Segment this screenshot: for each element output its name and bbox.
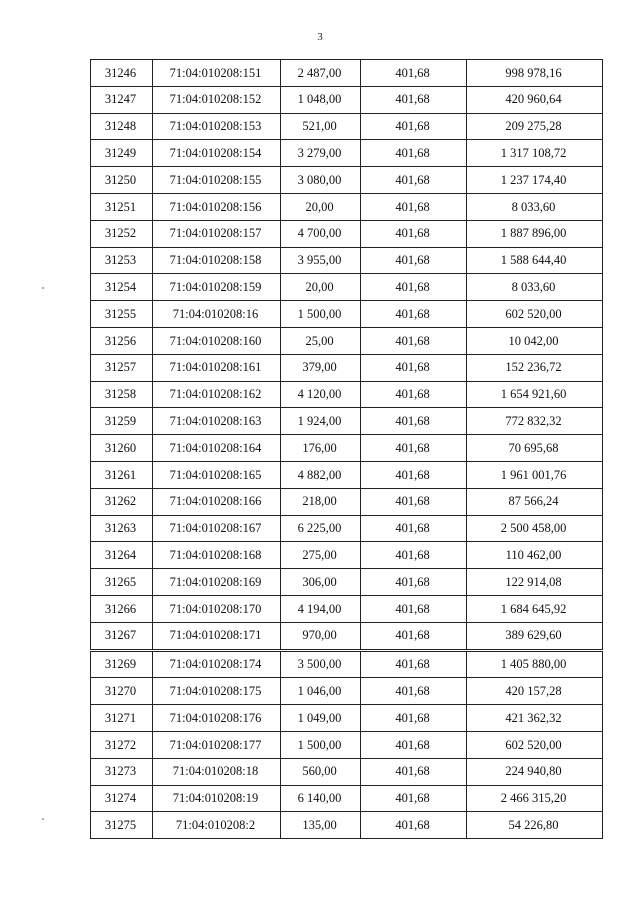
area-cell: 20,00 (281, 274, 361, 301)
table-row (91, 327, 603, 354)
row-number-cell: 31275 (91, 812, 153, 839)
area-cell: 4 700,00 (281, 220, 361, 247)
area-cell: 970,00 (281, 622, 361, 650)
specific-value-cell: 401,68 (361, 327, 467, 354)
table-row (91, 274, 603, 301)
area-cell: 3 080,00 (281, 167, 361, 194)
table-row (91, 408, 603, 435)
row-number-cell: 31249 (91, 140, 153, 167)
cadastral-value-cell: 2 500 458,00 (467, 515, 603, 542)
cadastral-number-cell: 71:04:010208:158 (153, 247, 281, 274)
row-number-cell: 31256 (91, 327, 153, 354)
area-cell: 4 194,00 (281, 595, 361, 622)
row-number-cell: 31259 (91, 408, 153, 435)
row-number-cell: 31271 (91, 705, 153, 732)
row-number-cell: 31258 (91, 381, 153, 408)
area-cell: 1 049,00 (281, 705, 361, 732)
row-number-cell: 31247 (91, 86, 153, 113)
cadastral-number-cell: 71:04:010208:176 (153, 705, 281, 732)
cadastral-number-cell: 71:04:010208:153 (153, 113, 281, 140)
cadastral-value-cell: 389 629,60 (467, 622, 603, 650)
area-cell: 176,00 (281, 435, 361, 462)
cadastral-value-cell: 209 275,28 (467, 113, 603, 140)
row-number-cell: 31266 (91, 595, 153, 622)
cadastral-value-table (90, 59, 603, 839)
area-cell: 25,00 (281, 327, 361, 354)
cadastral-value-cell: 998 978,16 (467, 60, 603, 87)
area-cell: 3 500,00 (281, 650, 361, 678)
specific-value-cell: 401,68 (361, 515, 467, 542)
row-number-cell: 31264 (91, 542, 153, 569)
row-number-cell: 31254 (91, 274, 153, 301)
cadastral-value-cell: 70 695,68 (467, 435, 603, 462)
area-cell: 3 955,00 (281, 247, 361, 274)
row-number-cell: 31262 (91, 488, 153, 515)
specific-value-cell: 401,68 (361, 354, 467, 381)
table-row (91, 193, 603, 220)
table-row (91, 731, 603, 758)
specific-value-cell: 401,68 (361, 542, 467, 569)
table-row (91, 247, 603, 274)
area-cell: 4 120,00 (281, 381, 361, 408)
table-row (91, 705, 603, 732)
cadastral-value-cell: 1 317 108,72 (467, 140, 603, 167)
table-row (91, 622, 603, 650)
specific-value-cell: 401,68 (361, 167, 467, 194)
area-cell: 6 140,00 (281, 785, 361, 812)
cadastral-number-cell: 71:04:010208:165 (153, 461, 281, 488)
specific-value-cell: 401,68 (361, 785, 467, 812)
table-row (91, 86, 603, 113)
table-row (91, 678, 603, 705)
row-number-cell: 31248 (91, 113, 153, 140)
cadastral-number-cell: 71:04:010208:167 (153, 515, 281, 542)
area-cell: 2 487,00 (281, 60, 361, 87)
row-number-cell: 31263 (91, 515, 153, 542)
table-row (91, 758, 603, 785)
specific-value-cell: 401,68 (361, 381, 467, 408)
cadastral-number-cell: 71:04:010208:163 (153, 408, 281, 435)
area-cell: 379,00 (281, 354, 361, 381)
table-row (91, 569, 603, 596)
cadastral-value-cell: 1 684 645,92 (467, 595, 603, 622)
cadastral-value-cell: 1 405 880,00 (467, 650, 603, 678)
cadastral-number-cell: 71:04:010208:174 (153, 650, 281, 678)
specific-value-cell: 401,68 (361, 220, 467, 247)
specific-value-cell: 401,68 (361, 731, 467, 758)
specific-value-cell: 401,68 (361, 758, 467, 785)
row-number-cell: 31265 (91, 569, 153, 596)
row-number-cell: 31253 (91, 247, 153, 274)
specific-value-cell: 401,68 (361, 435, 467, 462)
specific-value-cell: 401,68 (361, 812, 467, 839)
area-cell: 1 048,00 (281, 86, 361, 113)
row-number-cell: 31261 (91, 461, 153, 488)
cadastral-value-cell: 2 466 315,20 (467, 785, 603, 812)
specific-value-cell: 401,68 (361, 113, 467, 140)
cadastral-value-cell: 224 940,80 (467, 758, 603, 785)
table-row (91, 488, 603, 515)
cadastral-value-cell: 602 520,00 (467, 301, 603, 328)
table-row (91, 140, 603, 167)
row-number-cell: 31270 (91, 678, 153, 705)
cadastral-value-cell: 1 961 001,76 (467, 461, 603, 488)
cadastral-value-cell: 772 832,32 (467, 408, 603, 435)
area-cell: 306,00 (281, 569, 361, 596)
specific-value-cell: 401,68 (361, 569, 467, 596)
scan-speck (42, 818, 44, 820)
cadastral-value-cell: 122 914,08 (467, 569, 603, 596)
row-number-cell: 31255 (91, 301, 153, 328)
area-cell: 6 225,00 (281, 515, 361, 542)
cadastral-value-cell: 8 033,60 (467, 193, 603, 220)
cadastral-value-cell: 110 462,00 (467, 542, 603, 569)
cadastral-number-cell: 71:04:010208:19 (153, 785, 281, 812)
specific-value-cell: 401,68 (361, 650, 467, 678)
table-row (91, 650, 603, 678)
cadastral-value-cell: 420 960,64 (467, 86, 603, 113)
row-number-cell: 31267 (91, 622, 153, 650)
row-number-cell: 31246 (91, 60, 153, 87)
area-cell: 521,00 (281, 113, 361, 140)
specific-value-cell: 401,68 (361, 247, 467, 274)
cadastral-number-cell: 71:04:010208:159 (153, 274, 281, 301)
cadastral-number-cell: 71:04:010208:154 (153, 140, 281, 167)
table-row (91, 595, 603, 622)
row-number-cell: 31257 (91, 354, 153, 381)
cadastral-number-cell: 71:04:010208:155 (153, 167, 281, 194)
table-row (91, 812, 603, 839)
row-number-cell: 31273 (91, 758, 153, 785)
cadastral-value-cell: 1 654 921,60 (467, 381, 603, 408)
area-cell: 218,00 (281, 488, 361, 515)
cadastral-number-cell: 71:04:010208:164 (153, 435, 281, 462)
row-number-cell: 31260 (91, 435, 153, 462)
cadastral-value-cell: 420 157,28 (467, 678, 603, 705)
table-row (91, 113, 603, 140)
cadastral-value-cell: 54 226,80 (467, 812, 603, 839)
cadastral-value-cell: 602 520,00 (467, 731, 603, 758)
specific-value-cell: 401,68 (361, 408, 467, 435)
cadastral-number-cell: 71:04:010208:160 (153, 327, 281, 354)
row-number-cell: 31272 (91, 731, 153, 758)
table-row (91, 515, 603, 542)
specific-value-cell: 401,68 (361, 86, 467, 113)
area-cell: 1 924,00 (281, 408, 361, 435)
specific-value-cell: 401,68 (361, 274, 467, 301)
row-number-cell: 31252 (91, 220, 153, 247)
table-row (91, 785, 603, 812)
area-cell: 1 046,00 (281, 678, 361, 705)
specific-value-cell: 401,68 (361, 301, 467, 328)
table-row (91, 60, 603, 87)
cadastral-number-cell: 71:04:010208:177 (153, 731, 281, 758)
table-row (91, 435, 603, 462)
cadastral-number-cell: 71:04:010208:171 (153, 622, 281, 650)
table-row (91, 354, 603, 381)
cadastral-number-cell: 71:04:010208:156 (153, 193, 281, 220)
cadastral-value-cell: 1 887 896,00 (467, 220, 603, 247)
cadastral-number-cell: 71:04:010208:157 (153, 220, 281, 247)
table-row (91, 542, 603, 569)
specific-value-cell: 401,68 (361, 678, 467, 705)
cadastral-value-cell: 8 033,60 (467, 274, 603, 301)
row-number-cell: 31251 (91, 193, 153, 220)
table-row (91, 301, 603, 328)
table-row (91, 220, 603, 247)
cadastral-value-cell: 421 362,32 (467, 705, 603, 732)
table-row (91, 381, 603, 408)
area-cell: 135,00 (281, 812, 361, 839)
row-number-cell: 31250 (91, 167, 153, 194)
specific-value-cell: 401,68 (361, 60, 467, 87)
cadastral-value-cell: 87 566,24 (467, 488, 603, 515)
cadastral-number-cell: 71:04:010208:2 (153, 812, 281, 839)
cadastral-number-cell: 71:04:010208:151 (153, 60, 281, 87)
cadastral-number-cell: 71:04:010208:168 (153, 542, 281, 569)
area-cell: 4 882,00 (281, 461, 361, 488)
row-number-cell: 31274 (91, 785, 153, 812)
specific-value-cell: 401,68 (361, 705, 467, 732)
cadastral-number-cell: 71:04:010208:166 (153, 488, 281, 515)
specific-value-cell: 401,68 (361, 622, 467, 650)
cadastral-value-cell: 10 042,00 (467, 327, 603, 354)
area-cell: 275,00 (281, 542, 361, 569)
area-cell: 560,00 (281, 758, 361, 785)
specific-value-cell: 401,68 (361, 461, 467, 488)
cadastral-value-cell: 1 237 174,40 (467, 167, 603, 194)
cadastral-value-cell: 1 588 644,40 (467, 247, 603, 274)
specific-value-cell: 401,68 (361, 595, 467, 622)
cadastral-number-cell: 71:04:010208:18 (153, 758, 281, 785)
cadastral-number-cell: 71:04:010208:175 (153, 678, 281, 705)
scan-speck (42, 287, 44, 289)
specific-value-cell: 401,68 (361, 488, 467, 515)
table-body (91, 60, 603, 839)
page-number: 3 (317, 31, 323, 43)
cadastral-value-cell: 152 236,72 (467, 354, 603, 381)
cadastral-number-cell: 71:04:010208:162 (153, 381, 281, 408)
table-row (91, 461, 603, 488)
specific-value-cell: 401,68 (361, 193, 467, 220)
area-cell: 1 500,00 (281, 731, 361, 758)
specific-value-cell: 401,68 (361, 140, 467, 167)
cadastral-number-cell: 71:04:010208:152 (153, 86, 281, 113)
cadastral-number-cell: 71:04:010208:161 (153, 354, 281, 381)
cadastral-number-cell: 71:04:010208:169 (153, 569, 281, 596)
area-cell: 3 279,00 (281, 140, 361, 167)
row-number-cell: 31269 (91, 650, 153, 678)
cadastral-number-cell: 71:04:010208:16 (153, 301, 281, 328)
area-cell: 20,00 (281, 193, 361, 220)
table-row (91, 167, 603, 194)
area-cell: 1 500,00 (281, 301, 361, 328)
cadastral-number-cell: 71:04:010208:170 (153, 595, 281, 622)
